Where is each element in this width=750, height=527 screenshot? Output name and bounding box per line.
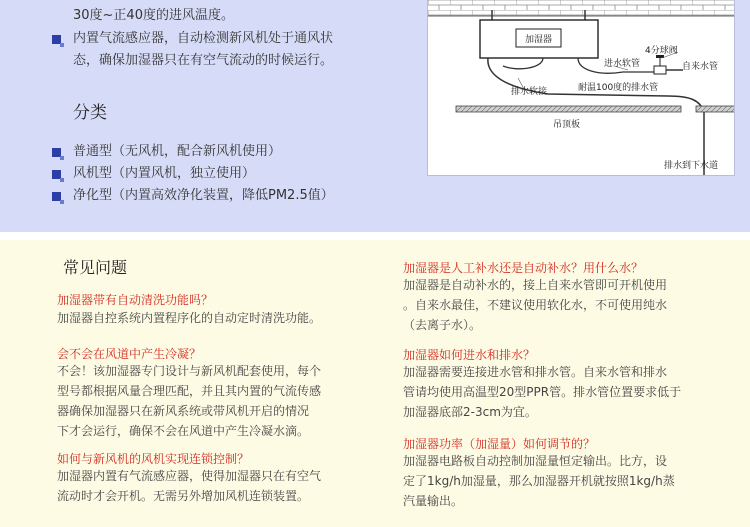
answer-line: 型号都根据风量合理匹配，并且其内置的气流传感 xyxy=(57,384,322,398)
faq-answer-power xyxy=(403,451,675,511)
installation-diagram xyxy=(427,0,735,176)
section-divider xyxy=(0,232,750,240)
bullet-icon xyxy=(52,35,61,44)
faq-question-inlet-drain: 加湿器如何进水和排水？ xyxy=(403,348,536,362)
feature-airflow-line-2: 态，确保加湿器只在有空气流动的时候运行。 xyxy=(73,53,334,68)
ceiling-board xyxy=(456,106,681,112)
answer-line: 。自来水最佳，不建议使用软化水，不可使用纯水 xyxy=(403,298,668,312)
answer-line: 管请均使用高温型20型PPR管。排水管位置要求低于 xyxy=(403,385,682,399)
faq-answer-condensation xyxy=(57,361,321,441)
faq-answer-auto-clean xyxy=(57,308,321,328)
inlet-hose-label: 进水软管 xyxy=(604,59,641,69)
feature-line-temperature: 30度~正40度的进风温度。 xyxy=(73,8,234,23)
drain-hose-label: 排水软接 xyxy=(511,87,548,97)
faq-answer-interlock xyxy=(57,466,321,506)
installation-diagram-svg xyxy=(428,0,735,176)
ball-valve-label: 4分球阀 xyxy=(645,46,678,56)
answer-line: 不会！该加湿器专门设计与新风机配套使用，每个 xyxy=(57,364,322,378)
tap-water-label: 自来水管 xyxy=(682,62,719,72)
bullet-icon xyxy=(52,192,61,201)
ceiling-board-label: 吊顶板 xyxy=(553,120,581,130)
classification-title: 分类 xyxy=(73,103,107,123)
answer-line: 加湿器底部2-3cm为宜。 xyxy=(403,405,537,419)
to-sewer-label: 排水到下水道 xyxy=(664,161,719,171)
answer-line: 流动时才会开机。无需另外增加风机连锁装置。 xyxy=(57,489,310,503)
classification-item-standard: 普通型（无风机，配合新风机使用） xyxy=(73,144,282,159)
faq-answer-inlet-drain xyxy=(403,362,681,422)
drain-hose xyxy=(503,58,543,69)
answer-line: 加湿器内置有气流感应器，使得加湿器只在有空气 xyxy=(57,469,322,483)
answer-line: 加湿器是自动补水的，接上自来水管即可开机使用 xyxy=(403,278,668,292)
bullet-icon xyxy=(52,148,61,157)
answer-line: （去离子水）。 xyxy=(403,318,482,332)
answer-line: 下才会运行，确保不会在风道中产生冷凝水滴。 xyxy=(57,424,310,438)
feature-airflow-line-1: 内置气流感应器，自动检测新风机处于通风状 xyxy=(73,31,334,46)
bullet-icon xyxy=(52,170,61,179)
answer-line: 加湿器需要连接进水管和排水管。自来水管和排水 xyxy=(403,365,668,379)
answer-line: 加湿器自控系统内置程序化的自动定时清洗功能。 xyxy=(57,311,322,325)
answer-line: 器确保加湿器只在新风系统或带风机开启的情况 xyxy=(57,404,310,418)
classification-item-purifier: 净化型（内置高效净化装置，降低PM2.5值） xyxy=(73,188,334,203)
faq-question-water-supply: 加湿器是人工补水还是自动补水？用什么水？ xyxy=(403,261,644,275)
ball-valve xyxy=(654,66,666,74)
ceiling-brick-wall xyxy=(428,0,735,16)
classification-item-fan: 风机型（内置风机，独立使用） xyxy=(73,166,256,181)
faq-question-power: 加湿器功率（加湿量）如何调节的？ xyxy=(403,437,596,451)
faq-question-auto-clean: 加湿器带有自动清洗功能吗？ xyxy=(57,293,214,307)
faq-title: 常见问题 xyxy=(63,258,128,277)
answer-line: 加湿器电路板自动控制加湿量恒定输出。比方，设 xyxy=(403,454,668,468)
answer-line: 定了1kg/h加湿量，那么加湿器开机就按照1kg/h蒸 xyxy=(403,474,675,488)
faq-answer-water-supply xyxy=(403,275,667,335)
faq-question-interlock: 如何与新风机的风机实现连锁控制？ xyxy=(57,452,250,466)
humidifier-label: 加湿器 xyxy=(524,35,553,45)
answer-line: 汽量输出。 xyxy=(403,494,464,508)
faq-question-condensation: 会不会在风道中产生冷凝？ xyxy=(57,347,202,361)
drain-pipe xyxy=(488,58,704,176)
drain-pipe-label: 耐温100度的排水管 xyxy=(578,83,659,93)
